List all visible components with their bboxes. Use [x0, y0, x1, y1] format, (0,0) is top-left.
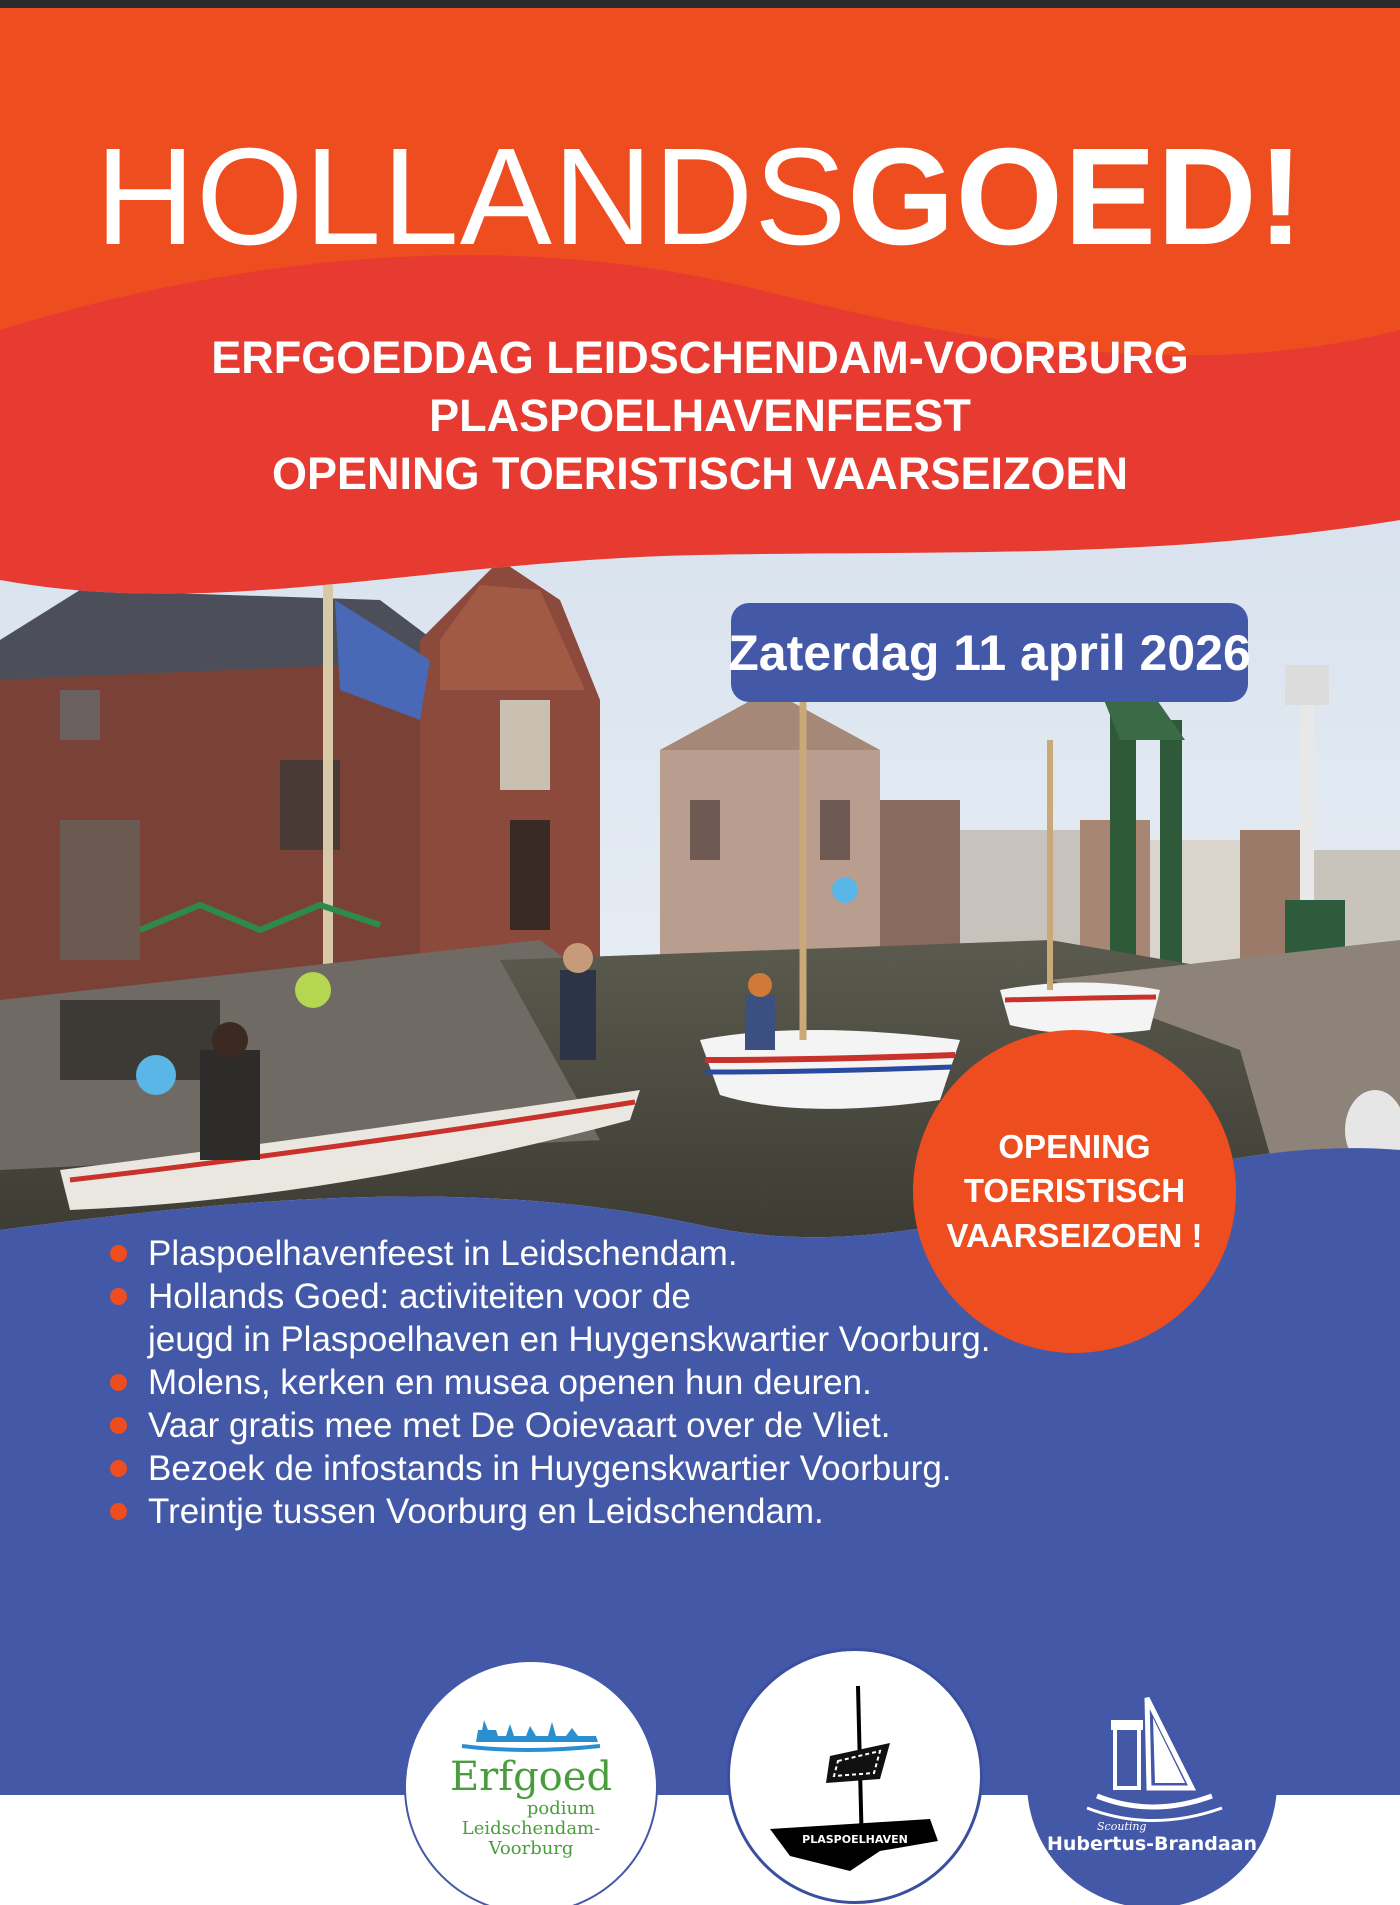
subtitle-plaspoelhavenfeest: PLASPOELHAVENFEEST	[429, 390, 971, 441]
list-item	[108, 1404, 1068, 1447]
date-badge: Zaterdag 11 april 2026	[731, 603, 1248, 702]
list-item-text: jeugd in Plaspoelhaven en Huygenskwartier Voorburg.	[148, 1320, 991, 1359]
subtitle-erfgoeddag: ERFGOEDDAG LEIDSCHENDAM-VOORBURG	[211, 332, 1189, 383]
opening-badge-line: OPENING	[998, 1127, 1151, 1165]
plaspoelhaven-word: PLASPOELHAVEN	[802, 1833, 908, 1846]
list-item	[108, 1275, 1068, 1361]
list-item-text: Hollands Goed: activiteiten voor de	[148, 1277, 691, 1316]
list-item	[108, 1232, 1068, 1275]
list-item-text: Bezoek de infostands in Huygenskwartier Voorburg.	[148, 1449, 952, 1488]
list-item	[108, 1361, 1068, 1404]
scouting-name: Hubertus-Brandaan	[1046, 1833, 1258, 1855]
erfgoed-line4: Voorburg	[488, 1838, 574, 1859]
subtitle-opening-vaarseizoen: OPENING TOERISTISCH VAARSEIZOEN	[272, 448, 1128, 499]
title-light-part: HOLLANDS	[95, 120, 848, 274]
bullet-dot-icon	[110, 1374, 127, 1391]
title-bold-part: GOED!	[847, 120, 1305, 274]
erfgoed-podium-word: podium	[526, 1798, 596, 1819]
bullet-dot-icon	[110, 1245, 127, 1262]
page-title	[0, 120, 1400, 274]
list-item	[108, 1490, 1068, 1533]
bullet-dot-icon	[110, 1417, 127, 1434]
opening-badge-line: VAARSEIZOEN !	[946, 1216, 1203, 1254]
list-item-text: Plaspoelhavenfeest in Leidschendam.	[148, 1234, 738, 1273]
top-strip	[0, 0, 1400, 8]
list-item-text: Molens, kerken en musea openen hun deuren.	[148, 1363, 872, 1402]
activities-list	[108, 1232, 1068, 1533]
list-item-text: Vaar gratis mee met De Ooievaart over de Vliet.	[148, 1406, 891, 1445]
list-item	[108, 1447, 1068, 1490]
sailboat-flag-icon	[730, 1651, 980, 1901]
bullet-dot-icon	[110, 1288, 127, 1305]
opening-badge-line: TOERISTISCH	[963, 1172, 1186, 1210]
list-item-text: Treintje tussen Voorburg en Leidschendam.	[148, 1492, 824, 1531]
scouting-sailboat-icon	[1027, 1658, 1277, 1905]
erfgoed-podium-logo	[404, 1660, 658, 1905]
scouting-logo	[1027, 1658, 1277, 1905]
erfgoed-word: Erfgoed	[449, 1754, 613, 1800]
erfgoed-line3: Leidschendam-	[461, 1818, 601, 1839]
scouting-word: Scouting	[1097, 1820, 1147, 1833]
plaspoelhaven-logo	[727, 1648, 983, 1904]
bullet-dot-icon	[110, 1460, 127, 1477]
bullet-dot-icon	[110, 1503, 127, 1520]
